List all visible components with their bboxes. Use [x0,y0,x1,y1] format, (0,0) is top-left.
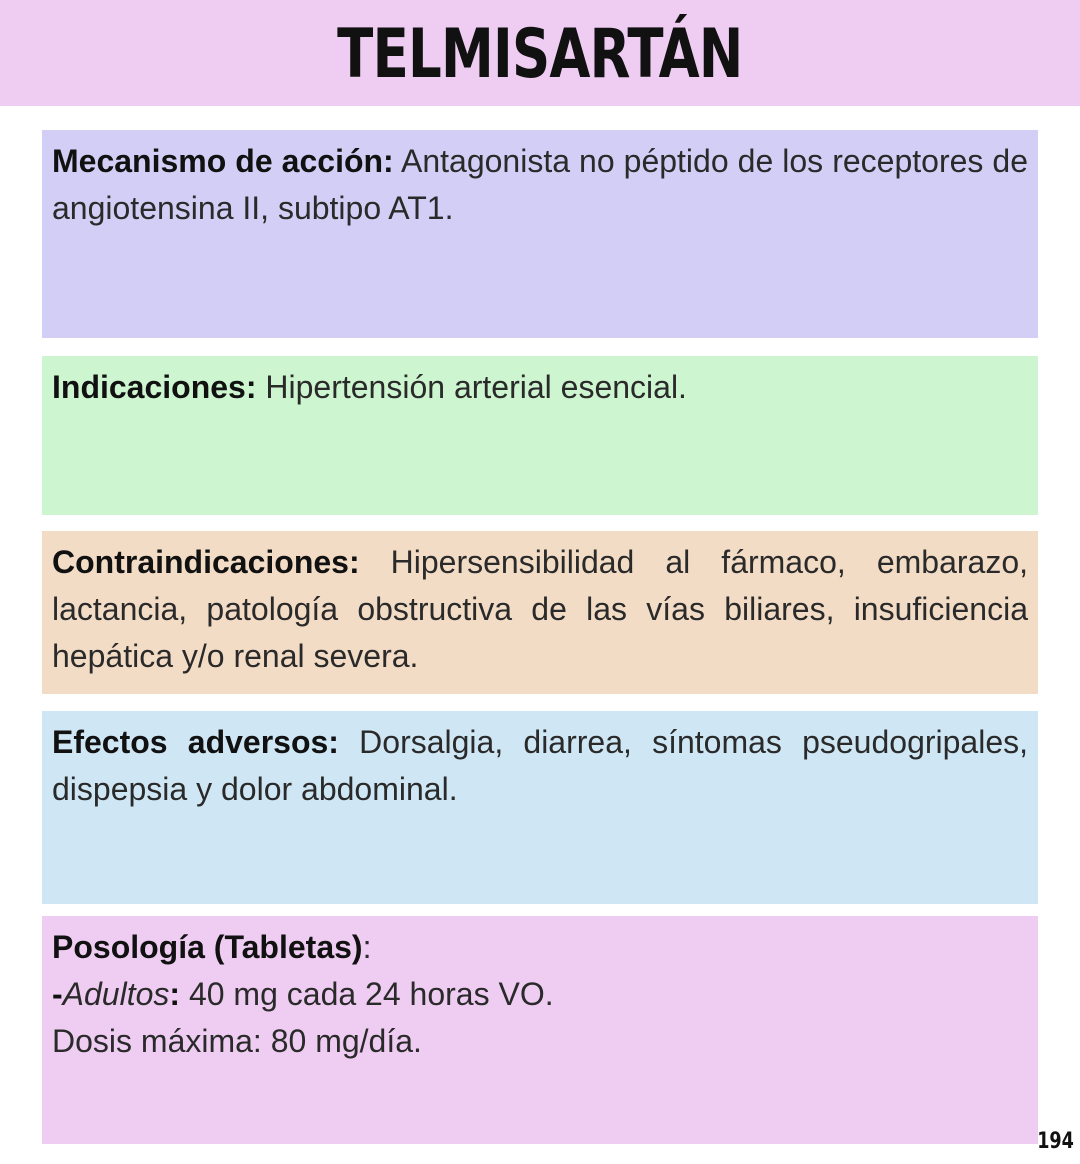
section-indicaciones [42,356,1038,515]
section-contraindicaciones [42,531,1038,694]
adultos-label: Adultos [62,976,170,1012]
section-posologia [42,916,1038,1144]
adultos-colon: : [169,976,181,1012]
mecanismo-label: Mecanismo de acción: [52,143,394,179]
posologia-label: Posología (Tabletas) [52,929,363,965]
contraindicaciones-text: Hipersensibilidad al fármaco, embarazo, lactancia, patología obstructiva de las vías biliares, insuficiencia hepática y/o renal severa. [52,544,1028,674]
adultos-text: 40 mg cada 24 horas VO. [180,976,554,1012]
posologia-heading [52,924,1028,971]
contraindicaciones-label: Contraindicaciones: [52,544,360,580]
section-mecanismo [42,130,1038,338]
title-banner [0,0,1080,106]
dosis-maxima: Dosis máxima: 80 mg/día. [52,1023,422,1059]
efectos-label: Efectos adversos: [52,724,339,760]
posologia-adultos-line [52,971,1028,1018]
posologia-label-suffix: : [362,929,372,965]
page-title: TELMISARTÁN [337,15,743,94]
page-number: 194 [1037,1129,1074,1154]
adultos-prefix: - [52,976,63,1012]
indicaciones-text: Hipertensión arterial esencial. [265,369,687,405]
mecanismo-text: Antagonista no péptido de los receptores de angiotensina II, subtipo AT1. [52,143,1029,226]
section-efectos-adversos [42,711,1038,904]
indicaciones-label: Indicaciones: [52,369,257,405]
efectos-text: Dorsalgia, diarrea, síntomas pseudogripales, dispepsia y dolor abdominal. [52,724,1029,807]
